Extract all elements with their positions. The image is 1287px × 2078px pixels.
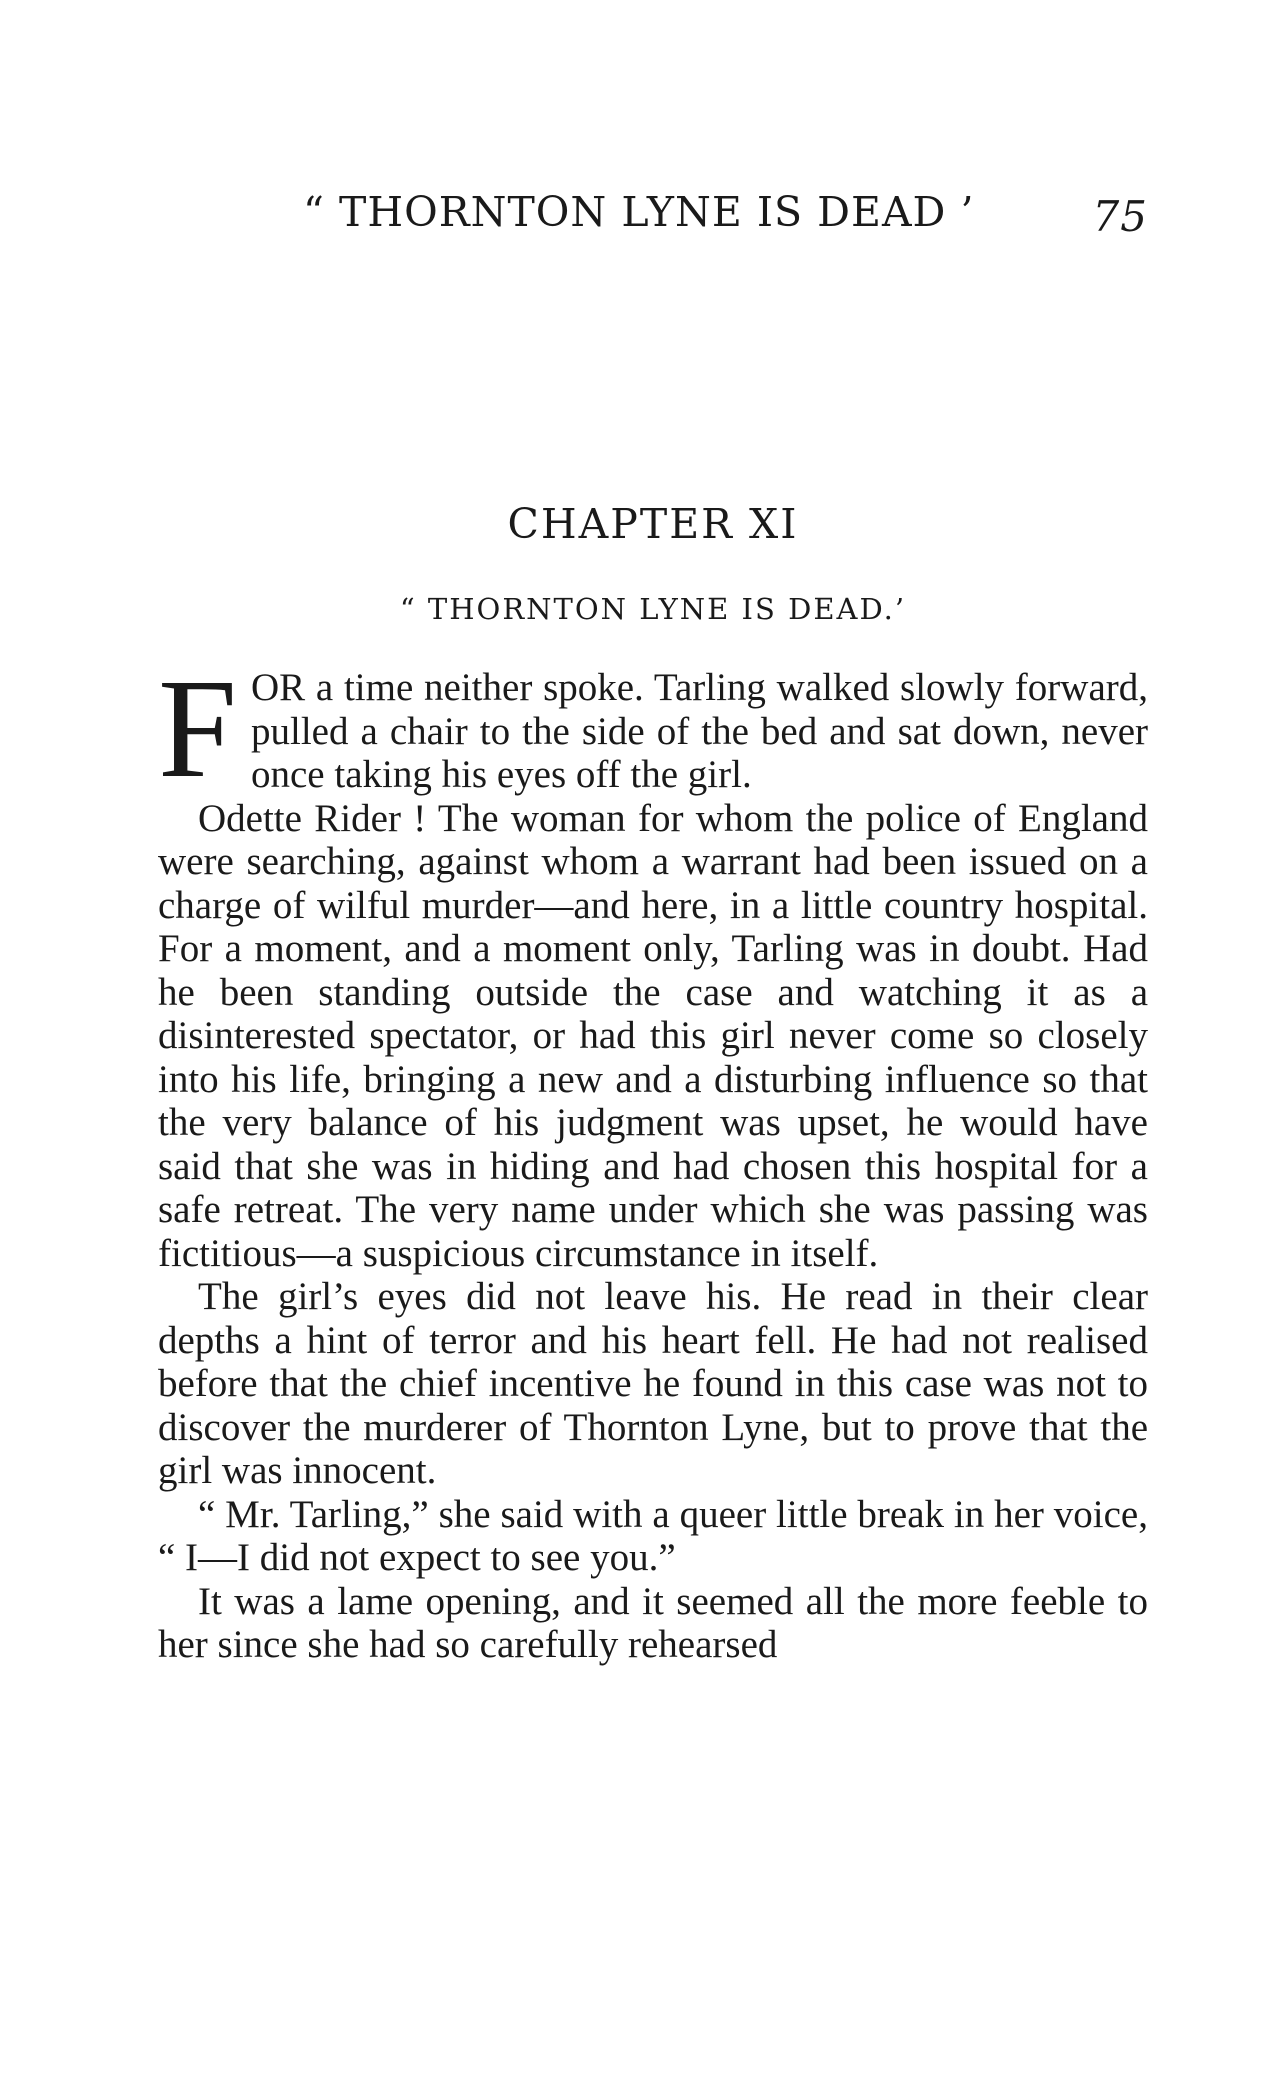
chapter-heading: CHAPTER XI [507, 500, 799, 548]
chapter-body [158, 649, 1148, 1667]
drop-cap: F [158, 649, 237, 807]
running-head [158, 188, 1148, 248]
paragraph-text: OR a time neither spoke. Tarling walked slowly forward, pulled a chair to the side of the bed and sat down, never once taking his eyes off the girl. [250, 666, 1148, 796]
book-page [158, 0, 1148, 2078]
paragraph: “ Mr. Tarling,” she said with a queer little break in her voice, “ I—I did not expect to see you.” [158, 1492, 1148, 1579]
paragraph: It was a lame opening, and it seemed all the more feeble to her since she had so carefully rehearsed [158, 1579, 1148, 1666]
running-head-title: “ THORNTON LYNE IS DEAD ’ [303, 188, 975, 236]
paragraph: Odette Rider ! The woman for whom the police of England were searching, against whom a warrant had been issued on a charge of wilful murder—and here, in a little country hospital. For a moment, and a moment only, Tarling was in doubt. Had he been standing outside the case and watching it as a disinterested spectator, or had this girl never come so closely into his life, bringing a new and a disturbing influence so that the very balance of his judgment was upset, he would have said that she was in hiding and had chosen this hospital for a safe retreat. The very name under which she was passing was fictitious—a suspicious circumstance in itself. [158, 796, 1148, 1275]
chapter-subtitle: “ THORNTON LYNE IS DEAD.’ [399, 592, 907, 626]
paragraph [158, 649, 1148, 807]
page-number: 75 [1092, 192, 1148, 241]
paragraph: The girl’s eyes did not leave his. He read in their clear depths a hint of terror and his heart fell. He had not realised before that the chief incentive he found in this case was not to discover the murderer of Thornton Lyne, but to prove that the girl was innocent. [158, 1275, 1148, 1492]
